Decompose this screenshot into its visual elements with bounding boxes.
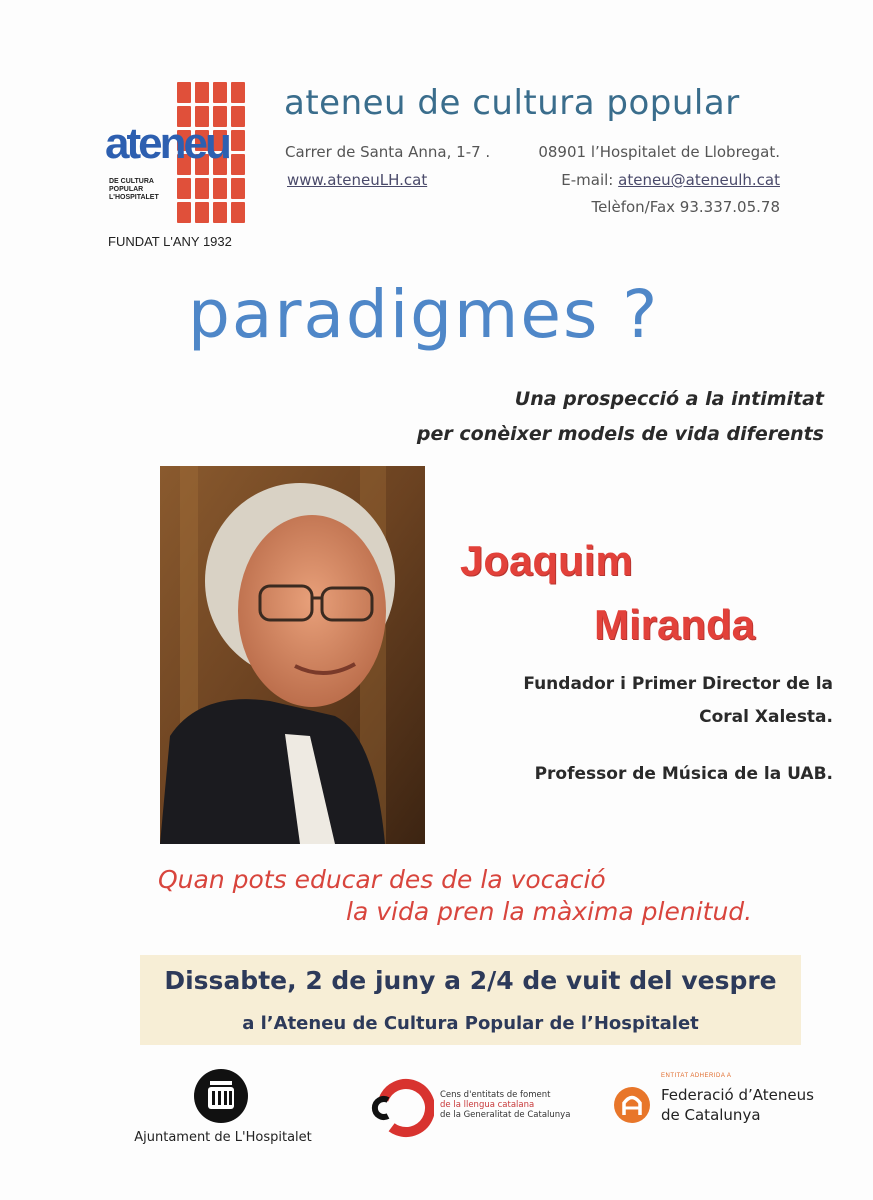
federacio-name-line: Federació d’Ateneus (661, 1086, 814, 1104)
ajuntament-block (118, 1068, 328, 1148)
federacio-tagline: ENTITAT ADHERIDA A (661, 1073, 732, 1079)
cens-text (440, 1090, 570, 1120)
speaker-role-line: Professor de Música de la UAB. (534, 764, 833, 784)
federacio-logo-icon (613, 1086, 651, 1124)
cens-line: de la llengua catalana (440, 1100, 535, 1110)
logo-subtitle (109, 178, 159, 202)
email-link[interactable]: ateneu@ateneulh.cat (618, 171, 780, 189)
logo-subtitle-line: L'HOSPITALET (109, 194, 159, 201)
cens-block (368, 1075, 588, 1145)
schedule-band (140, 955, 801, 1045)
ateneu-logo (105, 82, 255, 252)
event-subtitle-line: Una prospecció a la intimitat (514, 388, 824, 410)
cens-logo-icon (368, 1075, 434, 1141)
phone: Telèfon/Fax 93.337.05.78 (591, 198, 780, 216)
speaker-first-name: Joaquim (460, 537, 633, 584)
speaker-role-line: Coral Xalesta. (699, 707, 833, 727)
event-title: paradigmes ? (188, 276, 660, 353)
website-link[interactable]: www.ateneuLH.cat (287, 171, 428, 189)
logo-founded: FUNDAT L'ANY 1932 (108, 234, 232, 249)
speaker-role-line: Fundador i Primer Director de la (523, 674, 833, 694)
federacio-name-line: de Catalunya (661, 1106, 761, 1124)
quote-line: Quan pots educar des de la vocació (158, 865, 606, 894)
logo-wordmark: ateneu (105, 119, 229, 168)
quote-line: la vida pren la màxima plenitud. (346, 897, 753, 926)
postal-address: 08901 l’Hospitalet de Llobregat. (538, 143, 780, 161)
email-line (561, 171, 780, 189)
speaker-photo (160, 466, 425, 844)
event-venue: a l’Ateneu de Cultura Popular de l’Hospitalet (242, 1013, 699, 1034)
cens-line: de la Generalitat de Catalunya (440, 1110, 571, 1120)
org-name: ateneu de cultura popular (284, 83, 740, 123)
cens-line: Cens d'entitats de foment (440, 1090, 551, 1100)
ajuntament-label: Ajuntament de L'Hospitalet (134, 1130, 312, 1145)
logo-subtitle-line: DE CULTURA (109, 178, 154, 185)
address: Carrer de Santa Anna, 1-7 . (285, 143, 491, 161)
ajuntament-emblem-icon (191, 1068, 251, 1124)
event-subtitle-line: per conèixer models de vida diferents (416, 423, 824, 445)
email-label: E-mail: (561, 171, 619, 189)
event-date: Dissabte, 2 de juny a 2/4 de vuit del vespre (164, 966, 777, 995)
speaker-last-name: Miranda (594, 601, 756, 648)
federacio-block (613, 1068, 843, 1138)
logo-subtitle-line: POPULAR (109, 186, 144, 193)
